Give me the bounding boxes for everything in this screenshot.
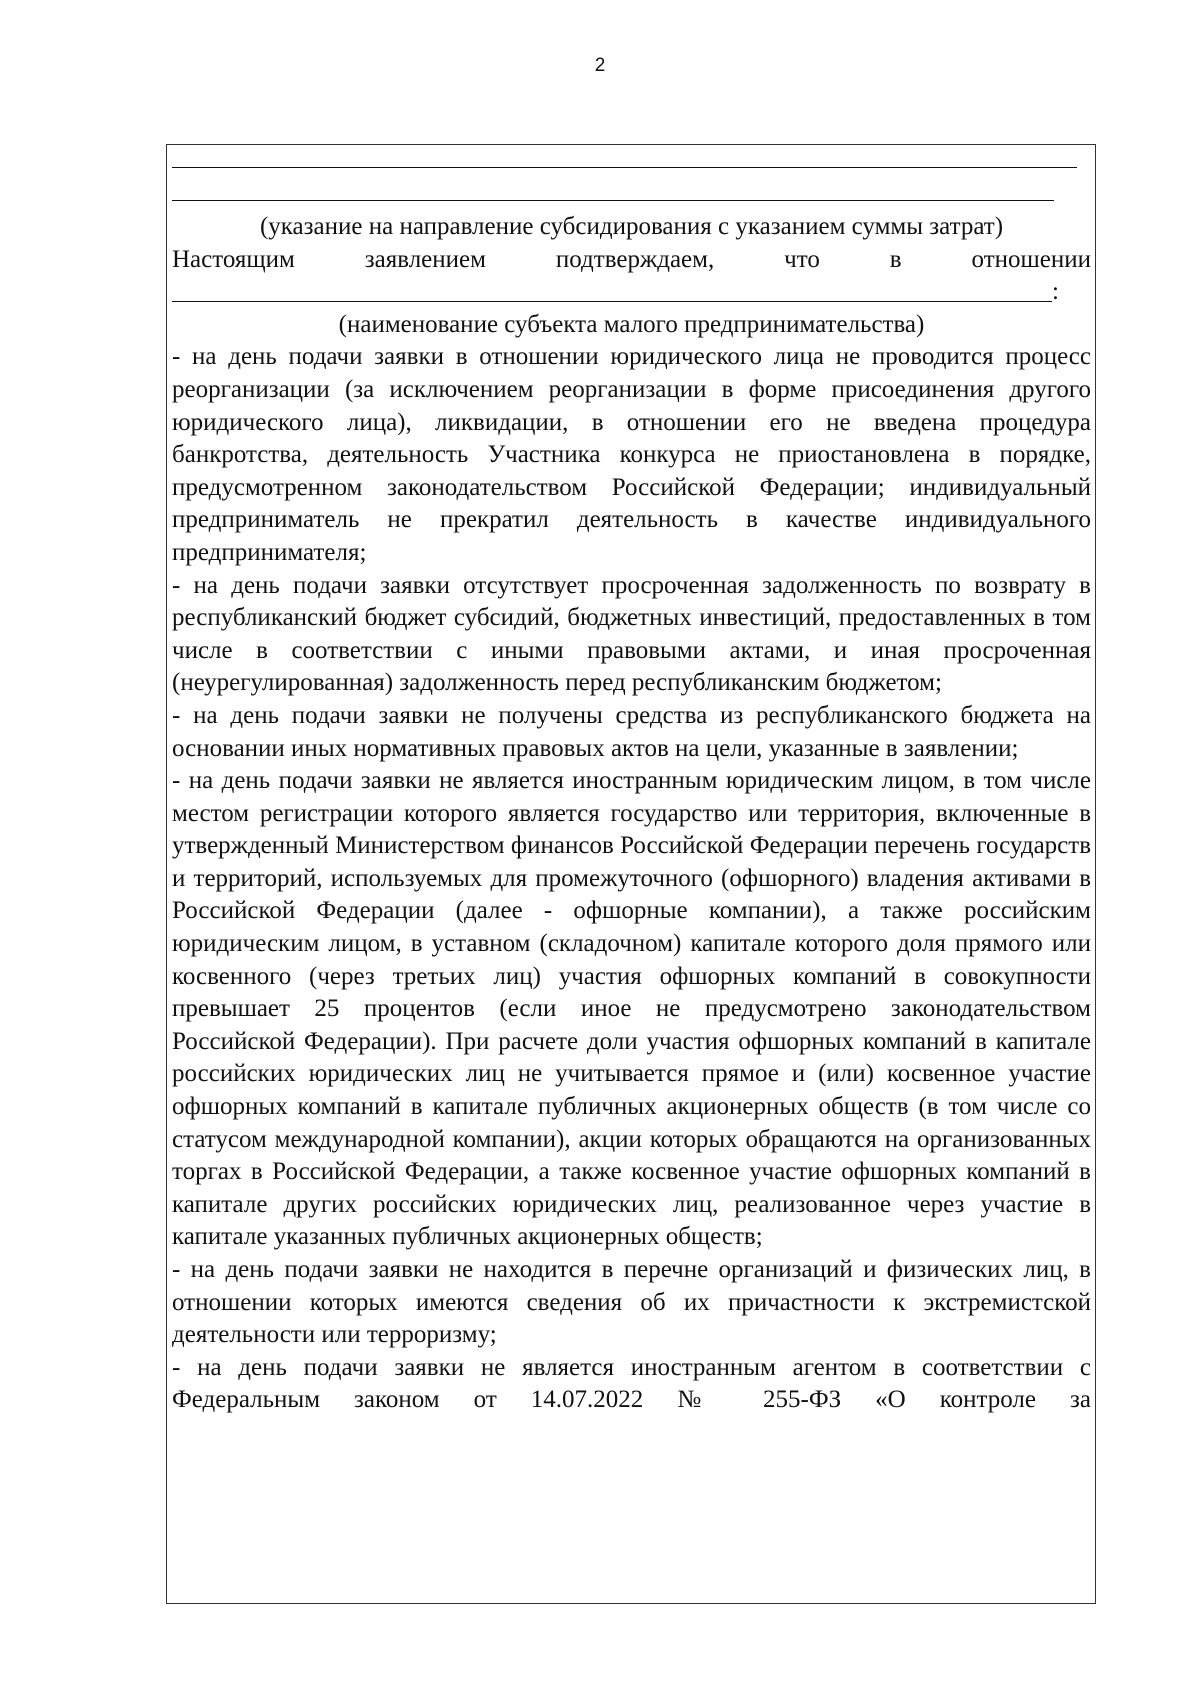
subsidy-direction-hint: (указание на направление субсидирования с указанием суммы затрат) — [259, 213, 1004, 240]
entity-name-hint: (наименование субъекта малого предпринимательства) — [338, 310, 925, 338]
form-content — [172, 167, 1091, 1417]
condition-item-no-other-funds: - на день подачи заявки не получены средства из республиканского бюджета на основании иных нормативных правовых актов на цели, указанные в заявлении; — [172, 701, 1091, 762]
entity-name-colon: : — [1052, 278, 1059, 306]
subsidy-direction-blank-line-1[interactable] — [172, 167, 1077, 168]
page-number: 2 — [594, 55, 606, 76]
entity-name-blank-line[interactable] — [172, 301, 1052, 302]
subsidy-direction-blank-line-2[interactable] — [172, 200, 1054, 201]
condition-item-offshore: - на день подачи заявки не является иностранным юридическим лицом, в том числе местом регистрации которого является государство или территория, включенные в утвержденный Министерством финансов Российской Федерации перечень государств и территорий, используемых для промежуточного (офшорного) владения активами в Российской Федерации (далее - офшорные компании), а также российским юридическим лицом, в уставном (складочном) капитале которого доля прямого или косвенного (через третьих лиц) участия офшорных компаний в совокупности превышает 25 процентов (если иное не предусмотрено законодательством Российской Федерации). При расчете доли участия офшорных компаний в капитале российских юридических лиц не учитывается прямое и (или) косвенное участие офшорных компаний в капитале публичных акционерных обществ (в том числе со статусом международной компании), акции которых обращаются на организованных торгах в Российской Федерации, а также косвенное участие офшорных компаний в капитале других российских юридических лиц, реализованное через участие в капитале указанных публичных акционерных обществ; — [172, 767, 1091, 1251]
confirmation-intro: Настоящим заявлением подтверждаем, что в отношении — [172, 245, 1091, 273]
condition-item-reorganization: - на день подачи заявки в отношении юридического лица не проводится процесс реорганизации (за исключением реорганизации в форме присоединения другого юридического лица), ликвидации, в отношении его не введена процедура банкротства, деятельность Участника конкурса не приостановлена в порядке, предусмотренном законодательством Российской Федерации; индивидуальный предприниматель не прекратил деятельность в качестве индивидуального предпринимателя; — [172, 343, 1091, 566]
condition-item-foreign-agent: - на день подачи заявки не является иностранным агентом в соответствии с Федеральным законом от 14.07.2022 № 255-ФЗ «О контроле за — [172, 1353, 1091, 1414]
condition-item-overdue-debt: - на день подачи заявки отсутствует просроченная задолженность по возврату в республиканский бюджет субсидий, бюджетных инвестиций, предоставленных в том числе в соответствии с иными правовыми актами, и иная просроченная (неурегулированная) задолженность перед республиканским бюджетом; — [172, 571, 1091, 697]
application-form-frame — [166, 144, 1096, 1604]
entity-name-blank-row — [172, 276, 1091, 309]
condition-item-extremism-list: - на день подачи заявки не находится в перечне организаций и физических лиц, в отношении которых имеются сведения об их причастности к экстремистской деятельности или терроризму; — [172, 1256, 1091, 1349]
